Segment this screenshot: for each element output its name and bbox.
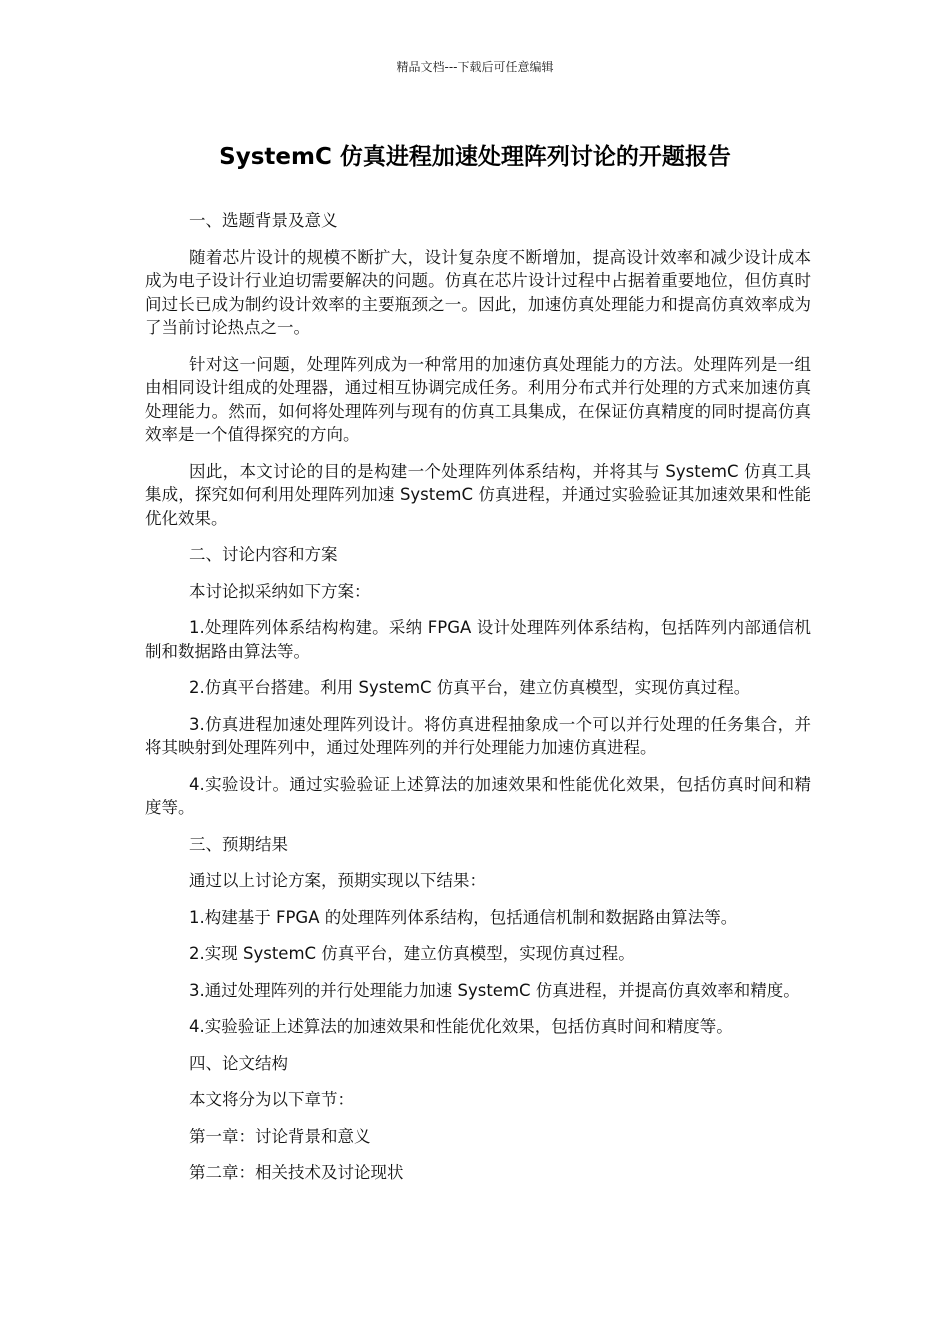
paragraph-purpose: 因此，本文讨论的目的是构建一个处理阵列体系结构，并将其与 SystemC 仿真工具集成，探究如何利用处理阵列加速 SystemC 仿真进程，并通过实验验证其加速效果和性能优化效果。	[145, 461, 811, 528]
chapter-item-2: 第二章：相关技术及讨论现状	[189, 1163, 404, 1182]
plan-item-1: 1.处理阵列体系结构构建。采纳 FPGA 设计处理阵列体系结构，包括阵列内部通信机制和数据路由算法等。	[145, 618, 811, 661]
paragraph-background: 随着芯片设计的规模不断扩大，设计复杂度不断增加，提高设计效率和减少设计成本成为电子设计行业迫切需要解决的问题。仿真在芯片设计过程中占据着重要地位，但仿真时间过长已成为制约设计效率的主要瓶颈之一。因此，加速仿真处理能力和提高仿真效率成为了当前讨论热点之一。	[145, 247, 811, 337]
paragraph-plan-intro: 本讨论拟采纳如下方案：	[189, 581, 371, 601]
result-item-2: 2.实现 SystemC 仿真平台，建立仿真模型，实现仿真过程。	[189, 944, 635, 963]
document-title: SystemC 仿真进程加速处理阵列讨论的开题报告	[219, 144, 731, 170]
section-heading-content: 二、讨论内容和方案	[189, 545, 338, 564]
paragraph-processing-array: 针对这一问题，处理阵列成为一种常用的加速仿真处理能力的方法。处理阵列是一组由相同设计组成的处理器，通过相互协调完成任务。利用分布式并行处理的方式来加速仿真处理能力。然而，如何将处理阵列与现有的仿真工具集成，在保证仿真精度的同时提高仿真效率是一个值得探究的方向。	[145, 354, 811, 444]
paragraph-results-intro: 通过以上讨论方案，预期实现以下结果：	[189, 871, 486, 890]
plan-item-2: 2.仿真平台搭建。利用 SystemC 仿真平台，建立仿真模型，实现仿真过程。	[189, 678, 751, 697]
page-header: 精品文档---下载后可任意编辑	[396, 60, 554, 74]
chapter-item-1: 第一章：讨论背景和意义	[189, 1126, 371, 1146]
result-item-3: 3.通过处理阵列的并行处理能力加速 SystemC 仿真进程，并提高仿真效率和精度。	[189, 980, 800, 1000]
document-body	[145, 209, 811, 1198]
section-heading-background: 一、选题背景及意义	[189, 211, 338, 230]
section-heading-results: 三、预期结果	[189, 834, 288, 854]
plan-item-4: 4.实验设计。通过实验验证上述算法的加速效果和性能优化效果，包括仿真时间和精度等。	[145, 774, 811, 817]
result-item-4: 4.实验验证上述算法的加速效果和性能优化效果，包括仿真时间和精度等。	[189, 1017, 733, 1036]
paragraph-structure-intro: 本文将分为以下章节：	[189, 1090, 354, 1109]
section-heading-structure: 四、论文结构	[189, 1053, 288, 1073]
result-item-1: 1.构建基于 FPGA 的处理阵列体系结构，包括通信机制和数据路由算法等。	[189, 907, 738, 927]
plan-item-3: 3.仿真进程加速处理阵列设计。将仿真进程抽象成一个可以并行处理的任务集合，并将其映射到处理阵列中，通过处理阵列的并行处理能力加速仿真进程。	[145, 714, 811, 757]
